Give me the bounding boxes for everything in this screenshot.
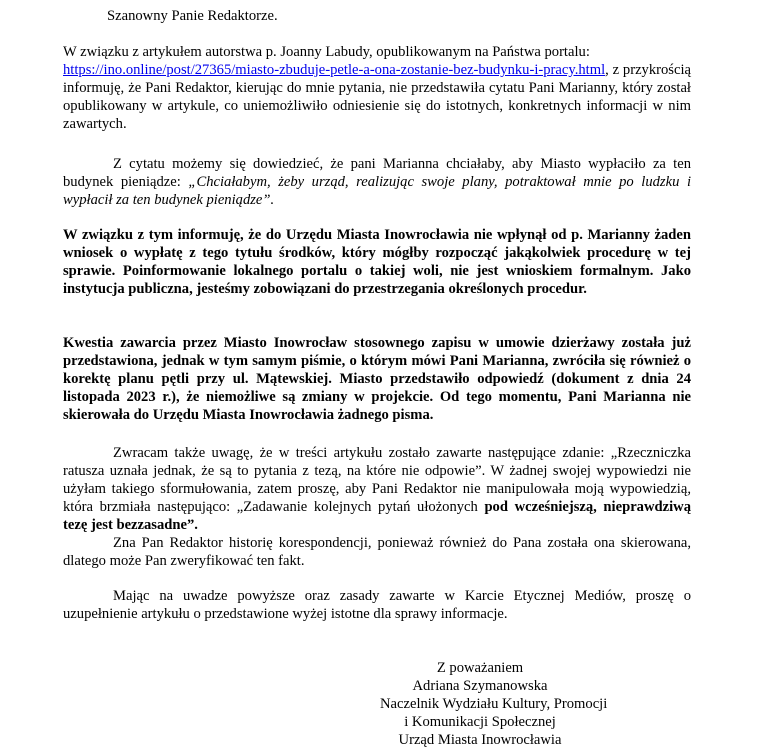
paragraph-no-request xyxy=(63,226,691,298)
quote-intro: Z cytatu możemy się dowiedzieć, że pani Marianna chciałaby, aby Miasto wypłaciło za ten budynek pieniądze: xyxy=(63,156,691,190)
signer-office: Urząd Miasta Inowrocławia xyxy=(398,732,562,748)
quote-italic: „Chciałabym, żeby urząd, realizując swoje plany, potraktował mnie po ludzku i wypłacił za ten budynek pieniądze”. xyxy=(63,174,691,208)
paragraph-quote xyxy=(63,155,691,209)
statement-bold: pod wcześniejszą, nieprawdziwą tezę jest bezzasadne”. xyxy=(63,499,691,533)
paragraph-lease xyxy=(63,334,691,424)
article-link[interactable]: https://ino.online/post/27365/miasto-zbuduje-petle-a-ona-zostanie-bez-budynku-i-pracy.html xyxy=(63,62,606,78)
signer-title-1: Naczelnik Wydziału Kultury, Promocji xyxy=(380,696,608,712)
signature-block xyxy=(380,659,608,749)
intro-continuation: , z przykrością informuję, że Pani Redaktor, kierując do mnie pytania, nie przedstawiła cytatu Pani Marianny, który został opublikowany w artykule, co uniemożliwiło odniesienie się do istotnych, konkretnych informacji w nim zawartych. xyxy=(63,62,691,132)
signer-title-2: i Komunikacji Społecznej xyxy=(404,714,556,730)
signer-name: Adriana Szymanowska xyxy=(412,678,548,694)
paragraph-request: Mając na uwadze powyższe oraz zasady zawarte w Karcie Etycznej Mediów, proszę o uzupełnienie artykułu o przedstawione wyżej istotne dla sprawy informacje. xyxy=(63,588,691,622)
lease-text: Kwestia zawarcia przez Miasto Inowrocław stosownego zapisu w umowie dzierżawy została już przedstawiona, jednak w tym samym piśmie, o którym mówi Pani Marianna, zwróciła się również o korektę planu pętli przy ul. Mątewskiej. Miasto przedstawiło odpowiedź (dokument z dnia 24 listopada 2023 r.), że niemożliwe są zmiany w projekcie. Od tego momentu, Pani Marianna nie skierowała do Urzędu Miasta Inowrocławia żadnego pisma. xyxy=(63,335,691,423)
salutation: Szanowny Panie Redaktorze. xyxy=(107,8,278,24)
paragraph-statement xyxy=(63,444,691,534)
closing: Z poważaniem xyxy=(436,660,524,676)
no-request-text: W związku z tym informuję, że do Urzędu Miasta Inowrocławia nie wpłynął od p. Marianny żaden wniosek o wypłatę z tego tytułu środków, który mógłby rozpocząć jakąkolwiek procedurę w tej sprawie. Poinformowanie lokalnego portalu o takiej woli, nie jest wnioskiem formalnym. Jako instytucja publiczna, jesteśmy zobowiązani do przestrzegania określonych procedur. xyxy=(63,227,691,297)
paragraph-correspondence: Zna Pan Redaktor historię korespondencji, ponieważ również do Pana została ona skierowana, dlatego może Pan zweryfikować ten fakt. xyxy=(63,535,691,569)
statement-text: Zwracam także uwagę, że w treści artykułu zostało zawarte następujące zdanie: „Rzeczniczka ratusza uznała jednak, że są to pytania z tezą, na które nie odpowie”. W żadnej swojej wypowiedzi nie użyłam takiego sformułowania, zatem proszę, aby Pani Redaktor nie manipulowała moją wypowiedzią, która brzmiała następująco: „Zadawanie kolejnych pytań ułożonych xyxy=(63,445,691,515)
paragraph-intro xyxy=(63,43,691,133)
intro-text: W związku z artykułem autorstwa p. Joanny Labudy, opublikowanym na Państwa portalu: xyxy=(63,44,590,60)
